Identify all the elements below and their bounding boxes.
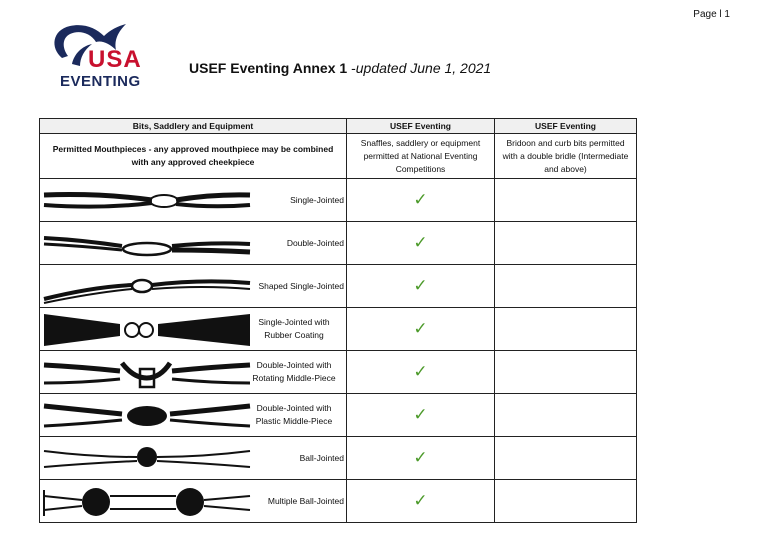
- shaped-single-jointed-bit-icon: [42, 267, 252, 307]
- bit-cell: [40, 437, 347, 480]
- double-bridle-cell: [495, 351, 637, 394]
- national-check-cell: [347, 394, 495, 437]
- table-row: [40, 351, 637, 394]
- bit-cell: [40, 222, 347, 265]
- bit-name: Ball-Jointed: [299, 452, 344, 463]
- table-row: [40, 222, 637, 265]
- checkmark-icon: ✓: [413, 190, 428, 209]
- national-check-cell: [347, 437, 495, 480]
- checkmark-icon: ✓: [413, 405, 428, 424]
- double-bridle-cell: [495, 394, 637, 437]
- double-bridle-cell: [495, 308, 637, 351]
- checkmark-icon: ✓: [413, 319, 428, 338]
- table-row: [40, 394, 637, 437]
- table-row: [40, 480, 637, 523]
- national-check-cell: [347, 480, 495, 523]
- title-main: USEF Eventing Annex 1: [189, 60, 348, 76]
- bit-cell: [40, 480, 347, 523]
- double-bridle-cell: [495, 179, 637, 222]
- subheader-double-bridle: Bridoon and curb bits permitted with a double bridle (Intermediate and above): [495, 134, 637, 179]
- ball-jointed-bit-icon: [42, 439, 252, 479]
- checkmark-icon: ✓: [413, 362, 428, 381]
- equipment-table: [39, 118, 637, 523]
- bit-cell: [40, 308, 347, 351]
- checkmark-icon: ✓: [413, 233, 428, 252]
- rotating-middle-piece-bit-icon: [42, 353, 252, 393]
- table-subheader-row: [40, 134, 637, 179]
- national-check-cell: [347, 308, 495, 351]
- table-row: [40, 179, 637, 222]
- national-check-cell: [347, 179, 495, 222]
- plastic-middle-piece-bit-icon: [42, 396, 252, 436]
- multiple-ball-jointed-bit-icon: [42, 482, 252, 522]
- title-updated: updated June 1, 2021: [355, 60, 492, 76]
- bit-cell: [40, 351, 347, 394]
- checkmark-icon: ✓: [413, 491, 428, 510]
- national-check-cell: [347, 351, 495, 394]
- bit-cell: [40, 265, 347, 308]
- logo-usa-text: USA: [88, 46, 142, 73]
- bit-name: Multiple Ball-Jointed: [267, 495, 344, 506]
- double-bridle-cell: [495, 265, 637, 308]
- table-row: [40, 437, 637, 480]
- double-jointed-bit-icon: [42, 224, 252, 264]
- bit-name: Single-Jointed with Rubber Coating: [258, 317, 330, 340]
- bit-cell: [40, 394, 347, 437]
- bit-cell: [40, 179, 347, 222]
- national-check-cell: [347, 265, 495, 308]
- page-number: Page l 1: [693, 9, 730, 20]
- logo-eventing-text: EVENTING: [60, 73, 141, 90]
- bit-name: Double-Jointed with Rotating Middle-Piece: [252, 360, 336, 383]
- header-double-bridle: USEF Eventing: [495, 119, 637, 134]
- subheader-national: Snaffles, saddlery or equipment permitted at National Eventing Competitions: [347, 134, 495, 179]
- header-bits: Bits, Saddlery and Equipment: [40, 119, 347, 134]
- title-dash: -: [347, 60, 356, 76]
- table-row: [40, 265, 637, 308]
- bit-name: Double-Jointed with Plastic Middle-Piece: [255, 403, 333, 426]
- national-check-cell: [347, 222, 495, 265]
- checkmark-icon: ✓: [413, 276, 428, 295]
- double-bridle-cell: [495, 480, 637, 523]
- single-jointed-bit-icon: [42, 181, 252, 221]
- rubber-coated-bit-icon: [42, 310, 252, 350]
- bit-name: Shaped Single-Jointed: [258, 280, 344, 291]
- document-title: [189, 60, 491, 76]
- double-bridle-cell: [495, 222, 637, 265]
- table-header-row: [40, 119, 637, 134]
- double-bridle-cell: [495, 437, 637, 480]
- checkmark-icon: ✓: [413, 448, 428, 467]
- subheader-mouthpieces: Permitted Mouthpieces - any approved mouthpiece may be combined with any approved cheekpiece: [40, 134, 347, 179]
- header-national: USEF Eventing: [347, 119, 495, 134]
- bit-name: Single-Jointed: [290, 194, 344, 205]
- bit-name: Double-Jointed: [286, 237, 344, 248]
- table-row: [40, 308, 637, 351]
